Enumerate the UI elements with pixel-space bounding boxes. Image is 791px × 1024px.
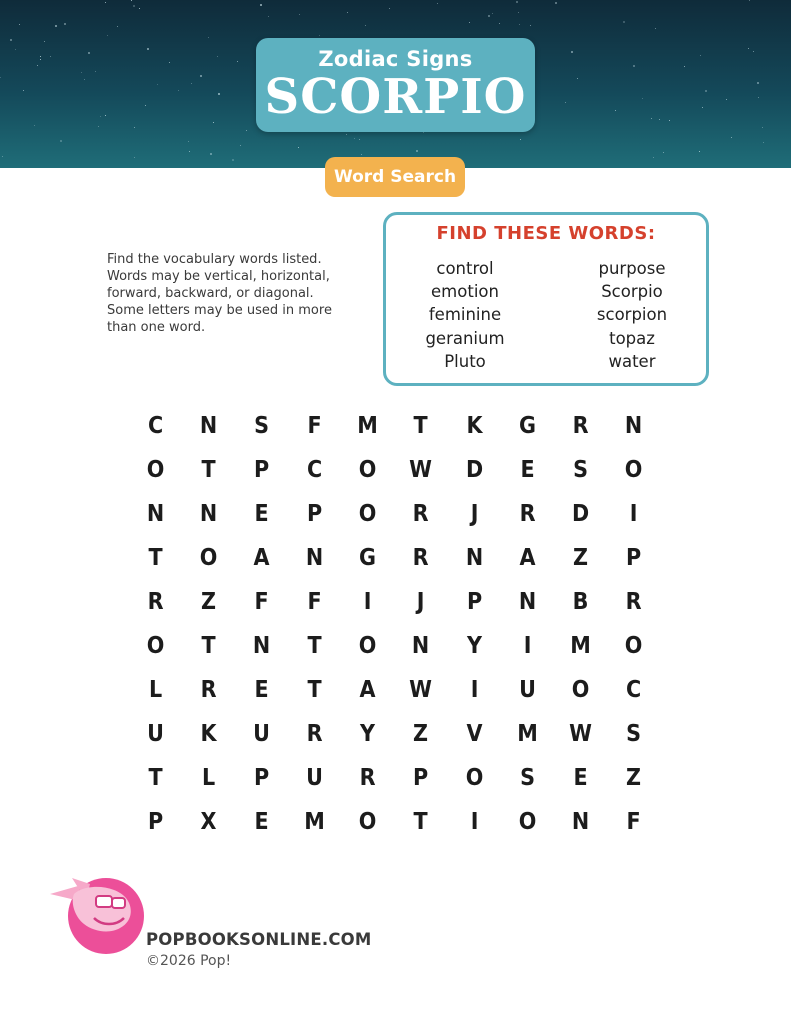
- grid-letter[interactable]: N: [306, 545, 324, 571]
- star: [389, 8, 390, 9]
- star: [81, 72, 82, 73]
- grid-letter[interactable]: J: [417, 589, 425, 615]
- grid-letter[interactable]: N: [199, 413, 218, 439]
- grid-letter[interactable]: P: [625, 545, 641, 571]
- star: [700, 55, 701, 56]
- copyright-text: ©2026 Pop!: [146, 953, 232, 969]
- grid-letter[interactable]: S: [519, 765, 535, 791]
- star: [131, 0, 132, 1]
- star: [84, 79, 85, 80]
- star: [15, 49, 16, 50]
- star: [753, 51, 754, 52]
- grid-letter[interactable]: Y: [466, 633, 482, 659]
- grid-letter[interactable]: A: [519, 545, 536, 571]
- star: [210, 153, 212, 155]
- grid-letter[interactable]: O: [359, 457, 377, 483]
- grid-letter[interactable]: Z: [572, 545, 588, 571]
- star: [145, 105, 146, 106]
- star: [232, 159, 234, 161]
- grid-letter[interactable]: K: [466, 413, 483, 439]
- grid-letter[interactable]: T: [201, 457, 216, 483]
- grid-letter[interactable]: I: [364, 589, 372, 615]
- star: [34, 125, 35, 126]
- grid-letter[interactable]: P: [307, 501, 323, 527]
- grid-letter[interactable]: S: [254, 413, 270, 439]
- star: [653, 157, 654, 158]
- star: [705, 90, 707, 92]
- star: [565, 102, 566, 103]
- grid-letter[interactable]: E: [254, 677, 269, 703]
- grid-letter[interactable]: N: [571, 809, 589, 835]
- star: [237, 61, 238, 62]
- grid-letter[interactable]: T: [413, 413, 429, 439]
- star: [520, 139, 521, 140]
- grid-letter[interactable]: L: [148, 677, 163, 703]
- word-bank-item: feminine: [428, 305, 502, 325]
- grid-letter[interactable]: D: [465, 457, 483, 483]
- grid-letter[interactable]: N: [465, 545, 483, 571]
- star: [758, 97, 759, 98]
- grid-letter[interactable]: R: [147, 589, 164, 615]
- star: [519, 24, 520, 25]
- grid-letter[interactable]: K: [200, 721, 217, 747]
- star: [98, 126, 99, 127]
- star: [530, 25, 531, 26]
- star: [702, 107, 703, 108]
- star: [492, 13, 493, 14]
- star: [762, 127, 763, 128]
- star: [23, 90, 24, 91]
- grid-letter[interactable]: P: [147, 809, 164, 835]
- star: [134, 157, 135, 158]
- grid-letter[interactable]: R: [200, 677, 217, 703]
- grid-letter[interactable]: O: [518, 809, 537, 835]
- grid-letter[interactable]: P: [466, 589, 482, 615]
- word-bank-item: Pluto: [444, 351, 486, 371]
- grid-letter[interactable]: Z: [625, 765, 641, 791]
- star: [499, 23, 500, 24]
- grid-letter[interactable]: I: [523, 633, 532, 659]
- star: [107, 35, 108, 36]
- star: [37, 65, 38, 66]
- grid-letter[interactable]: E: [573, 765, 588, 791]
- grid-letter[interactable]: X: [200, 809, 217, 835]
- star: [117, 26, 118, 27]
- star: [748, 48, 749, 49]
- star: [10, 39, 12, 41]
- star: [0, 77, 1, 78]
- word-search-grid: [129, 404, 660, 844]
- star: [64, 23, 66, 25]
- star: [684, 66, 685, 67]
- grid-letter[interactable]: Z: [201, 589, 217, 615]
- grid-letter[interactable]: A: [359, 677, 376, 703]
- star: [659, 119, 660, 120]
- grid-letter[interactable]: V: [466, 721, 483, 747]
- grid-letter[interactable]: O: [465, 765, 483, 791]
- grid-letter[interactable]: E: [254, 809, 269, 835]
- grid-letter[interactable]: O: [199, 545, 218, 571]
- star: [663, 152, 664, 153]
- grid-letter[interactable]: F: [307, 589, 322, 615]
- grid-letter[interactable]: O: [146, 633, 165, 659]
- star: [134, 127, 135, 128]
- grid-letter[interactable]: B: [572, 589, 589, 615]
- star: [19, 24, 20, 25]
- star: [555, 2, 557, 4]
- grid-letter[interactable]: T: [413, 809, 429, 835]
- grid-letter[interactable]: O: [359, 809, 377, 835]
- star: [749, 0, 750, 1]
- grid-letter[interactable]: L: [202, 765, 216, 791]
- star: [44, 41, 45, 42]
- grid-letter[interactable]: R: [306, 721, 323, 747]
- star: [40, 56, 41, 57]
- star: [50, 56, 51, 57]
- star: [577, 78, 578, 79]
- grid-letter[interactable]: F: [254, 589, 269, 615]
- grid-letter[interactable]: T: [148, 765, 163, 791]
- grid-letter[interactable]: A: [253, 545, 270, 571]
- grid-letter[interactable]: O: [571, 677, 590, 703]
- star: [139, 8, 140, 9]
- star: [260, 4, 262, 6]
- grid-letter[interactable]: T: [148, 545, 163, 571]
- grid-letter[interactable]: N: [253, 633, 271, 659]
- word-bank-column-right: [557, 257, 707, 373]
- grid-letter[interactable]: U: [518, 677, 536, 703]
- star: [40, 59, 41, 60]
- grid-letter[interactable]: U: [147, 721, 164, 747]
- grid-letter[interactable]: N: [199, 501, 218, 527]
- grid-letter[interactable]: S: [572, 457, 588, 483]
- grid-letter[interactable]: J: [470, 501, 478, 527]
- star: [346, 134, 347, 135]
- grid-letter[interactable]: F: [307, 413, 322, 439]
- star: [100, 116, 101, 117]
- word-bank-title: FIND THESE WORDS:: [436, 223, 656, 244]
- grid-letter[interactable]: R: [519, 501, 536, 527]
- star: [347, 12, 348, 13]
- star: [516, 1, 518, 3]
- grid-letter[interactable]: O: [624, 457, 643, 483]
- star: [133, 5, 135, 7]
- grid-letter[interactable]: M: [304, 809, 326, 835]
- star: [518, 12, 519, 13]
- grid-letter[interactable]: R: [413, 501, 429, 527]
- star: [200, 75, 202, 77]
- star: [669, 120, 670, 121]
- grid-letter[interactable]: P: [254, 457, 270, 483]
- grid-letter[interactable]: U: [306, 765, 324, 791]
- word-bank-item: scorpion: [596, 305, 668, 325]
- star: [298, 147, 299, 148]
- star: [189, 151, 190, 152]
- word-bank-item: topaz: [609, 328, 655, 348]
- word-bank-column-left: [390, 257, 540, 373]
- star: [633, 65, 635, 67]
- star: [359, 139, 360, 140]
- grid-letter[interactable]: W: [568, 721, 592, 747]
- star: [726, 99, 727, 100]
- star: [354, 138, 355, 139]
- grid-letter[interactable]: R: [625, 589, 642, 615]
- star: [642, 98, 643, 99]
- grid-letter[interactable]: M: [357, 413, 379, 439]
- star: [469, 22, 470, 23]
- grid-letter[interactable]: N: [146, 501, 165, 527]
- word-bank-box: [383, 212, 709, 386]
- grid-letter[interactable]: I: [470, 809, 478, 835]
- grid-letter[interactable]: O: [624, 633, 643, 659]
- grid-letter[interactable]: G: [359, 545, 377, 571]
- grid-letter[interactable]: R: [413, 545, 429, 571]
- grid-letter[interactable]: E: [520, 457, 535, 483]
- star: [655, 28, 656, 29]
- grid-letter[interactable]: S: [625, 721, 641, 747]
- star: [623, 21, 625, 23]
- star: [240, 145, 241, 146]
- star: [208, 37, 209, 38]
- star: [169, 62, 170, 63]
- star: [157, 84, 158, 85]
- grid-letter[interactable]: N: [624, 413, 643, 439]
- star: [246, 130, 247, 131]
- star: [55, 25, 57, 27]
- star: [763, 142, 764, 143]
- grid-letter[interactable]: Y: [360, 721, 376, 747]
- star: [178, 90, 179, 91]
- site-url[interactable]: POPBOOKSONLINE.COM: [146, 930, 372, 949]
- grid-letter[interactable]: C: [307, 457, 323, 483]
- star: [60, 140, 62, 142]
- grid-letter[interactable]: M: [569, 633, 591, 659]
- grid-letter[interactable]: O: [359, 501, 377, 527]
- grid-letter[interactable]: I: [470, 677, 478, 703]
- word-bank-item: purpose: [598, 259, 666, 278]
- star: [95, 71, 96, 72]
- instructions-text: Find the vocabulary words listed. Words may be vertical, horizontal, forward, backward, or diagonal. Some letters may be used in more than one word.: [107, 252, 332, 335]
- star: [2, 156, 3, 157]
- title-card: [256, 38, 535, 132]
- word-bank-item: geranium: [425, 328, 505, 348]
- star: [319, 35, 320, 36]
- pink-kangaroo-mascot-icon: [44, 872, 148, 956]
- grid-letter[interactable]: P: [254, 765, 270, 791]
- page-title: SCORPIO: [264, 69, 527, 125]
- star: [105, 2, 106, 3]
- grid-letter[interactable]: C: [625, 677, 641, 703]
- word-bank-item: control: [436, 259, 494, 278]
- grid-letter[interactable]: N: [518, 589, 536, 615]
- grid-letter[interactable]: U: [253, 721, 271, 747]
- star: [416, 150, 418, 152]
- grid-letter[interactable]: C: [147, 413, 164, 439]
- star: [105, 115, 106, 116]
- star: [488, 15, 490, 17]
- grid-letter[interactable]: F: [626, 809, 641, 835]
- grid-letter[interactable]: D: [571, 501, 589, 527]
- star: [731, 137, 732, 138]
- star: [147, 48, 149, 50]
- grid-letter[interactable]: R: [359, 765, 376, 791]
- star: [299, 14, 300, 15]
- grid-letter[interactable]: R: [572, 413, 589, 439]
- grid-letter[interactable]: P: [413, 765, 429, 791]
- star: [615, 110, 616, 111]
- star: [437, 3, 438, 4]
- word-bank-item: water: [608, 351, 656, 371]
- star: [213, 122, 214, 123]
- activity-badge: Word Search: [325, 157, 465, 197]
- grid-letter[interactable]: T: [307, 633, 322, 659]
- star: [218, 93, 220, 95]
- grid-letter[interactable]: G: [518, 413, 536, 439]
- word-bank-item: Scorpio: [601, 282, 663, 302]
- grid-letter[interactable]: W: [409, 677, 433, 703]
- star: [88, 52, 90, 54]
- star: [191, 83, 192, 84]
- grid-letter[interactable]: N: [412, 633, 430, 659]
- grid-letter[interactable]: O: [359, 633, 377, 659]
- star: [651, 118, 652, 119]
- star: [423, 132, 424, 133]
- word-bank-item: emotion: [431, 282, 499, 302]
- grid-letter[interactable]: I: [629, 501, 638, 527]
- grid-letter[interactable]: T: [201, 633, 216, 659]
- star: [217, 56, 218, 57]
- star: [699, 151, 700, 152]
- star: [757, 82, 759, 84]
- grid-letter[interactable]: T: [307, 677, 322, 703]
- star: [361, 154, 362, 155]
- grid-letter[interactable]: O: [146, 457, 165, 483]
- page-subtitle: Zodiac Signs: [318, 47, 473, 71]
- grid-letter[interactable]: W: [409, 457, 433, 483]
- star: [188, 141, 189, 142]
- star: [268, 16, 269, 17]
- star: [571, 51, 573, 53]
- star: [365, 25, 366, 26]
- grid-letter[interactable]: Z: [413, 721, 429, 747]
- grid-letter[interactable]: M: [516, 721, 538, 747]
- grid-letter[interactable]: E: [254, 501, 269, 527]
